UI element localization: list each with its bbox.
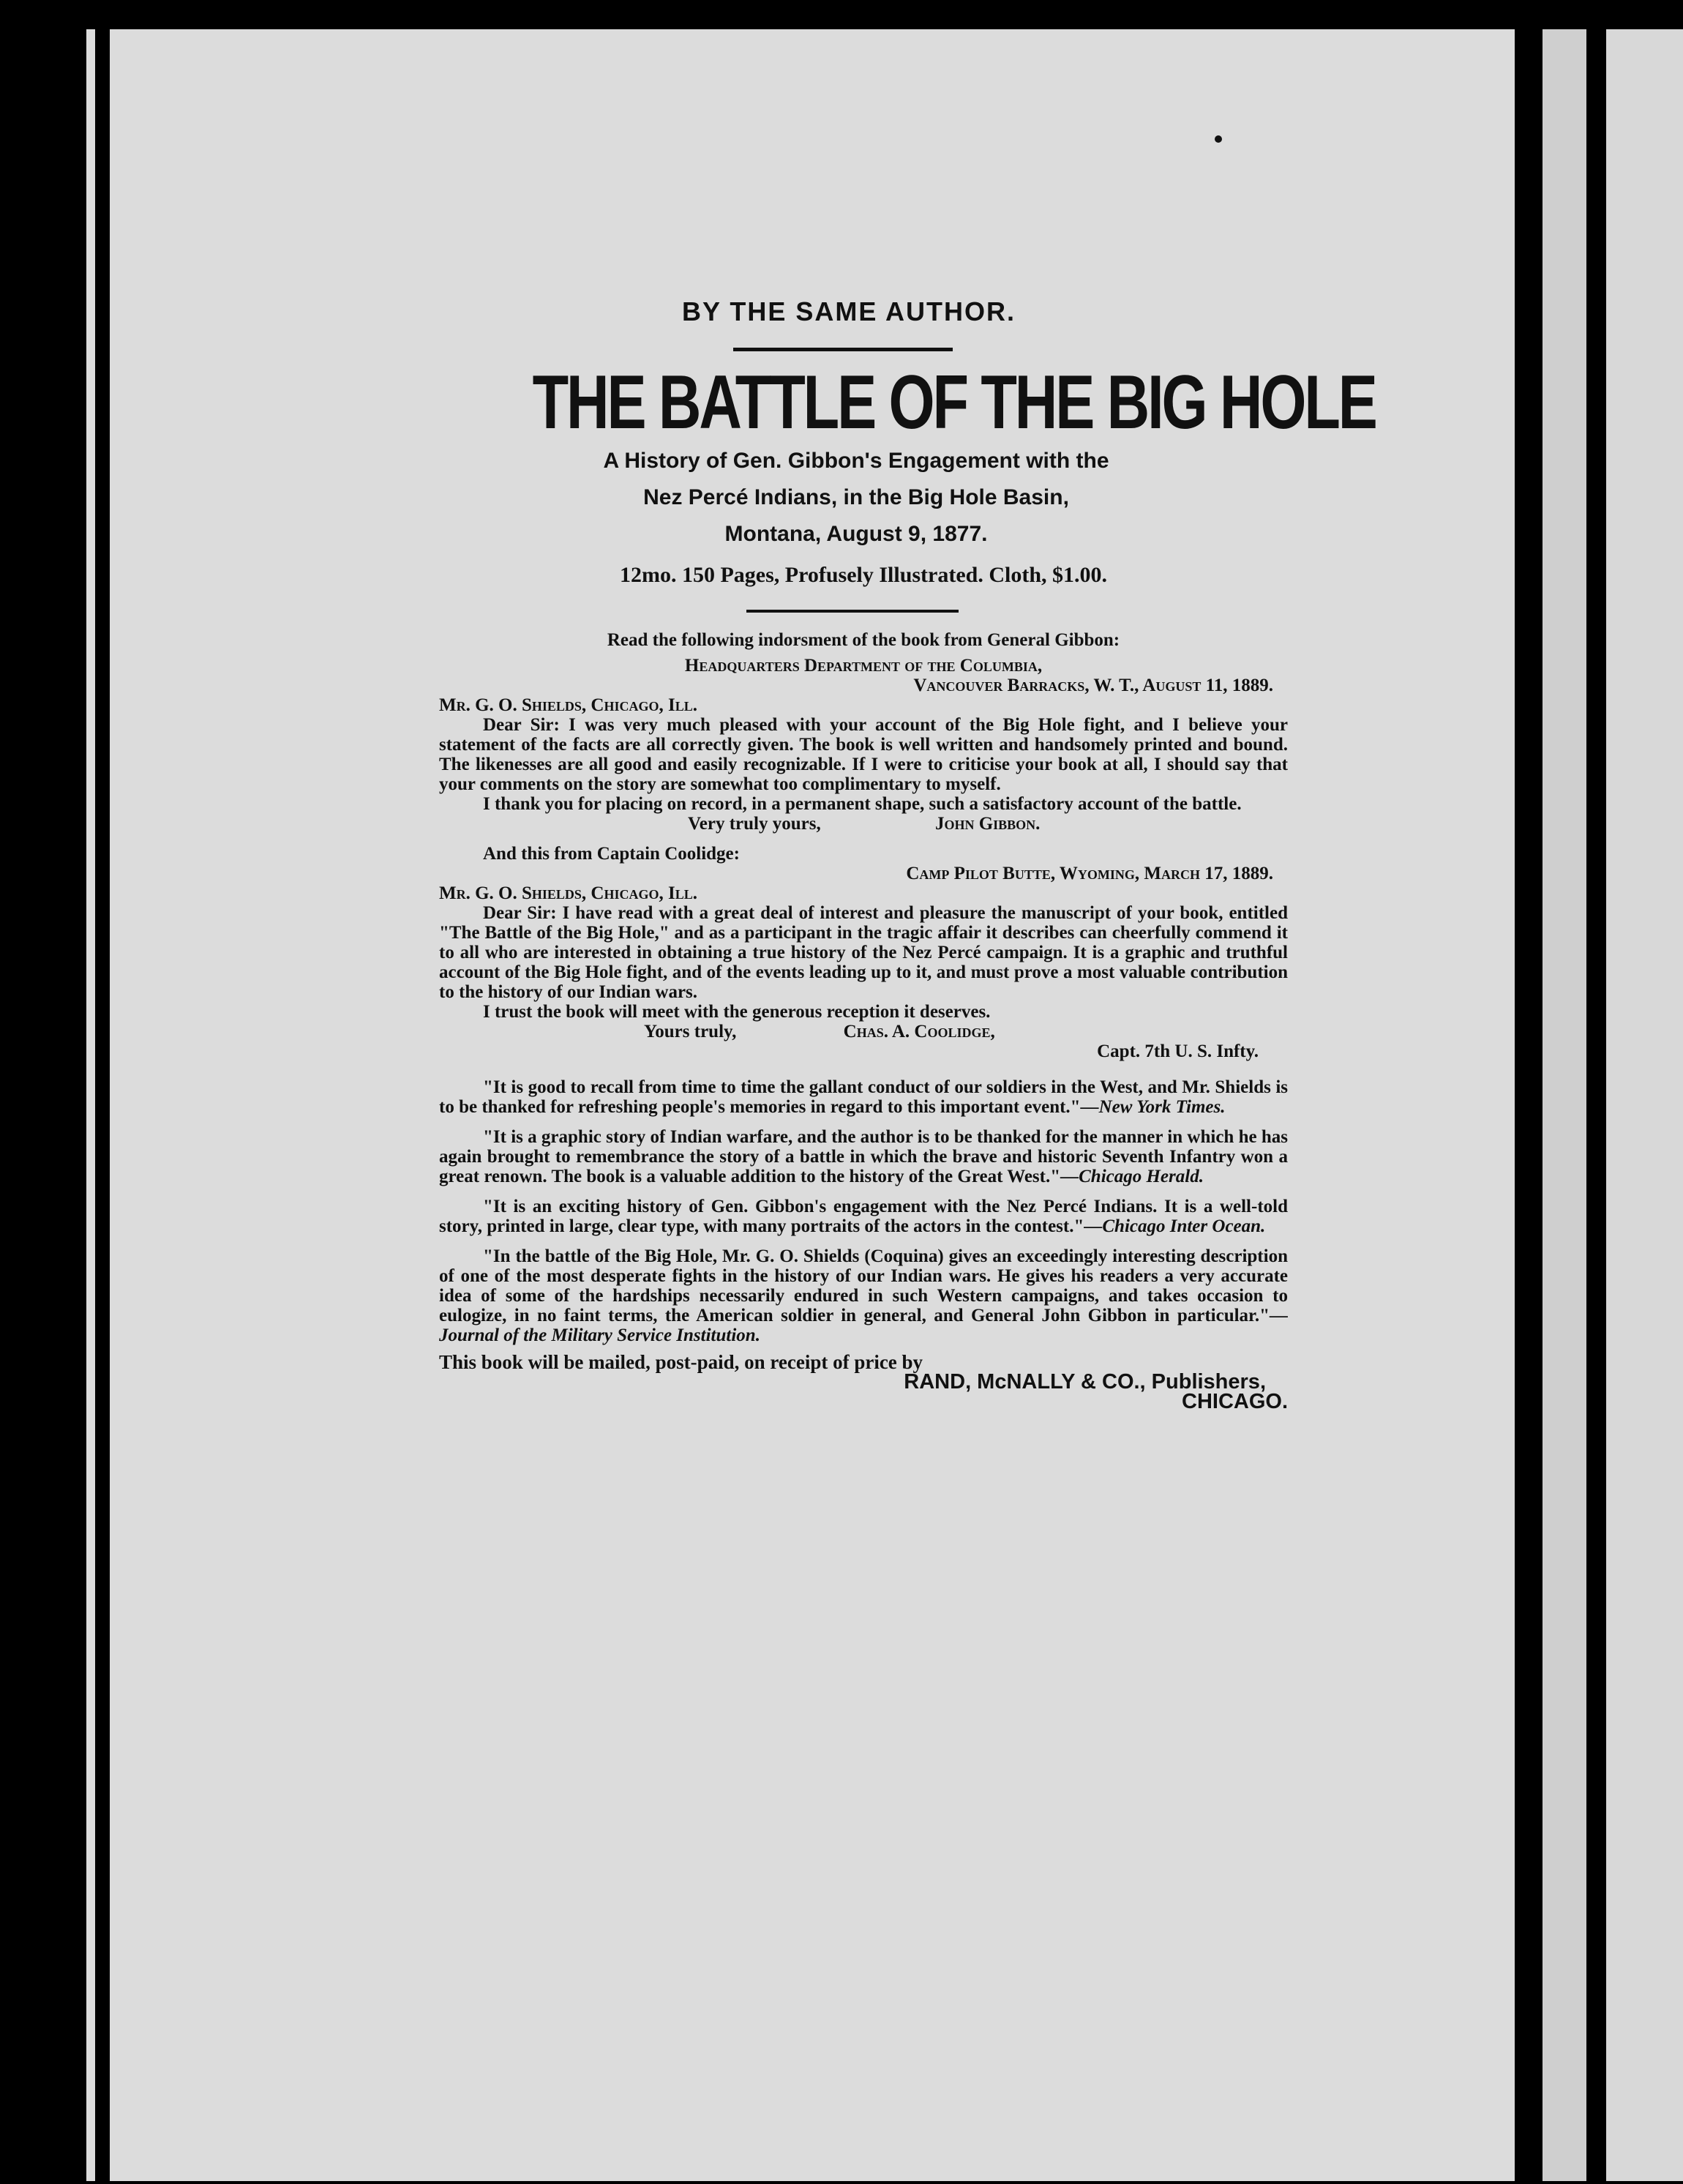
gibbon-hq-line-2: Vancouver Barracks, W. T., August 11, 1889.: [913, 676, 1273, 696]
gibbon-letter-body: Dear Sir: I was very much pleased with your account of the Big Hole fight, and I believe your statement of the facts are all correctly given. The book is well written and handsomely printed and bound. The likenesses are all good and easily recognizable. If I were to criticise your book at all, I should say that your comments on the story are somewhat too complimentary to myself.: [439, 715, 1288, 795]
coolidge-letter-body-2: I trust the book will meet with the generous reception it deserves.: [483, 1002, 991, 1022]
review-source: —Chicago Herald.: [1060, 1167, 1204, 1187]
advertisement: [439, 296, 1376, 1414]
endorsements: [439, 630, 1288, 1412]
subtitle-line-2: Nez Percé Indians, in the Big Hole Basin,: [643, 485, 1069, 510]
review-text: "It is an exciting history of Gen. Gibbon's engagement with the Nez Percé Indians. It is a well-told story, printed in large, clear type, with many portraits of the actors in the contest.": [439, 1197, 1288, 1237]
coolidge-closing-text: Yours truly,: [644, 1022, 737, 1042]
gibbon-signature: John Gibbon.: [934, 814, 1041, 834]
subtitle-line-1: A History of Gen. Gibbon's Engagement with the: [603, 449, 1109, 474]
review-source: —Chicago Inter Ocean.: [1084, 1216, 1266, 1237]
review-text: "It is good to recall from time to time the gallant conduct of our soldiers in the West, and Mr. Shields is to be thanked for refreshing people's memories in regard to this important event.": [439, 1077, 1288, 1118]
review-source: —New York Times.: [1080, 1097, 1226, 1118]
gibbon-letter-body-2: I thank you for placing on record, in a permanent shape, such a satisfactory account of the battle.: [483, 794, 1242, 815]
heading-rule: [733, 348, 953, 351]
mailing-note: This book will be mailed, post-paid, on receipt of price by: [439, 1351, 923, 1374]
review-source: —Journal of the Military Service Institution.: [439, 1306, 1288, 1346]
gibbon-hq-line-1: Headquarters Department of the Columbia,: [684, 656, 1043, 676]
coolidge-intro: And this from Captain Coolidge:: [483, 844, 740, 864]
subtitle-line-3: Montana, August 9, 1877.: [724, 522, 988, 547]
review-text: "It is a graphic story of Indian warfare, and the author is to be thanked for the manner in which he has again brought to remembrance the story of a battle in which the brave and historic Seventh Infantry won a great renown. The book is a valuable addition to the history of the Great West.": [439, 1127, 1288, 1187]
section-rule: [746, 610, 959, 613]
by-same-author-heading: BY THE SAME AUTHOR.: [681, 296, 1016, 326]
gibbon-addressee: Mr. G. O. Shields, Chicago, Ill.: [439, 695, 697, 716]
review-item: [439, 1127, 1288, 1186]
review-item: [439, 1246, 1288, 1345]
publisher-city: CHICAGO.: [1182, 1390, 1288, 1414]
ink-speck: [1215, 135, 1222, 143]
review-text: "In the battle of the Big Hole, Mr. G. O. Shields (Coquina) gives an exceedingly interesting description of one of the most desperate fights in the history of our Indian wars. He gives his readers a very accurate idea of some of the hardships necessarily endured in such Western campaigns, and takes occasion to eulogize, in no faint terms, the American soldier in general, and General John Gibbon in particular.": [439, 1246, 1288, 1326]
coolidge-place: Camp Pilot Butte, Wyoming, March 17, 1889.: [906, 864, 1273, 884]
review-item: [439, 1077, 1288, 1117]
coolidge-letter-body: Dear Sir: I have read with a great deal of interest and pleasure the manuscript of your book, entitled "The Battle of the Big Hole," and as a participant in the tragic affair it describes can cheerfully commend it to all who are interested in obtaining a true history of the Nez Percé campaign. It is a graphic and truthful account of the Big Hole fight, and of the events leading up to it, and must prove a most valuable contribution to the history of our Indian wars.: [439, 903, 1288, 1003]
page-edge: [86, 29, 95, 2181]
coolidge-addressee: Mr. G. O. Shields, Chicago, Ill.: [439, 883, 697, 904]
review-item: [439, 1197, 1288, 1236]
gibbon-closing: [439, 814, 1288, 834]
gibbon-closing-text: Very truly yours,: [688, 814, 821, 834]
publisher-name: RAND, McNALLY & CO., Publishers,: [904, 1370, 1266, 1394]
coolidge-rank: Capt. 7th U. S. Infty.: [1097, 1041, 1259, 1062]
gibbon-intro: Read the following indorsment of the book from General Gibbon:: [607, 630, 1120, 651]
page-gutter: [1543, 29, 1586, 2181]
coolidge-closing: [439, 1022, 1288, 1041]
next-page-edge: [1606, 29, 1683, 2181]
coolidge-signature: Chas. A. Coolidge,: [843, 1022, 995, 1042]
book-title: THE BATTLE OF THE BIG HOLE: [532, 360, 1376, 445]
price-line: 12mo. 150 Pages, Profusely Illustrated. Cloth, $1.00.: [619, 563, 1108, 588]
